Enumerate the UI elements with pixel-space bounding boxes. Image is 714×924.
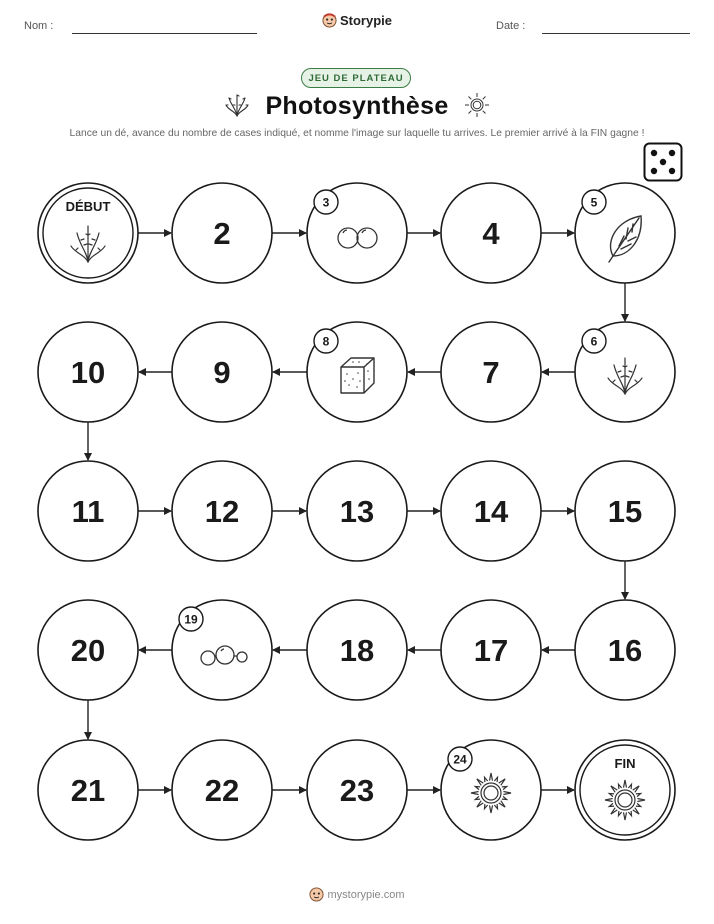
board-space <box>307 600 407 700</box>
board-space <box>575 600 675 700</box>
board-space <box>441 740 541 840</box>
space-number: 19 <box>184 612 198 627</box>
board-space <box>172 740 272 840</box>
space-number: 24 <box>453 752 467 767</box>
board-space <box>172 183 272 283</box>
board-space <box>38 322 138 422</box>
board-space <box>172 461 272 561</box>
space-number: 5 <box>590 195 598 210</box>
board-space <box>172 322 272 422</box>
board-space <box>307 322 407 422</box>
game-type-badge: JEU DE PLATEAU <box>301 68 411 88</box>
space-number: 13 <box>339 494 375 529</box>
board-space <box>441 183 541 283</box>
board-space <box>307 183 407 283</box>
space-label: DÉBUT <box>65 199 111 214</box>
footer <box>0 887 714 902</box>
board-space <box>441 322 541 422</box>
space-number-badge <box>314 190 338 214</box>
space-number: 18 <box>339 633 375 668</box>
finish-space <box>575 740 675 840</box>
space-number: 10 <box>70 355 106 390</box>
space-number: 15 <box>607 494 643 529</box>
board-space <box>441 600 541 700</box>
brand-name: Storypie <box>339 13 392 28</box>
board-space <box>575 322 675 422</box>
space-number-badge <box>582 190 606 214</box>
space-number: 16 <box>607 633 643 668</box>
space-number: 6 <box>590 334 598 349</box>
board-space <box>172 600 272 700</box>
board-space <box>575 461 675 561</box>
board-space <box>38 740 138 840</box>
space-number: 3 <box>322 195 330 210</box>
space-number: 23 <box>339 773 375 808</box>
space-number: 12 <box>204 494 240 529</box>
board-space <box>575 183 675 283</box>
page-title: Photosynthèse <box>265 92 449 120</box>
space-number: 14 <box>473 494 509 529</box>
space-number: 11 <box>71 494 105 529</box>
name-label: Nom : <box>24 20 54 32</box>
space-label: FIN <box>614 756 636 771</box>
space-number-badge <box>448 747 472 771</box>
space-number-badge <box>582 329 606 353</box>
start-space <box>38 183 138 283</box>
space-number: 4 <box>482 216 500 251</box>
space-number: 20 <box>70 633 106 668</box>
board-space <box>307 461 407 561</box>
space-number: 9 <box>213 355 231 390</box>
footer-url: mystorypie.com <box>327 889 405 901</box>
space-number: 7 <box>482 355 500 390</box>
board-space <box>441 461 541 561</box>
space-number: 8 <box>322 334 330 349</box>
board-space <box>38 600 138 700</box>
space-number: 17 <box>473 633 509 668</box>
space-number: 2 <box>213 216 231 251</box>
space-number-badge <box>314 329 338 353</box>
instructions: Lance un dé, avance du nombre de cases indiqué, et nomme l'image sur laquelle tu arrives. Le premier arrivé à la FIN gagne ! <box>69 128 645 139</box>
space-number-badge <box>179 607 203 631</box>
board-space <box>38 461 138 561</box>
board-space <box>307 740 407 840</box>
space-number: 22 <box>204 773 240 808</box>
date-label: Date : <box>496 20 526 32</box>
storypie-logo-icon <box>309 887 324 902</box>
space-number: 21 <box>70 773 106 808</box>
